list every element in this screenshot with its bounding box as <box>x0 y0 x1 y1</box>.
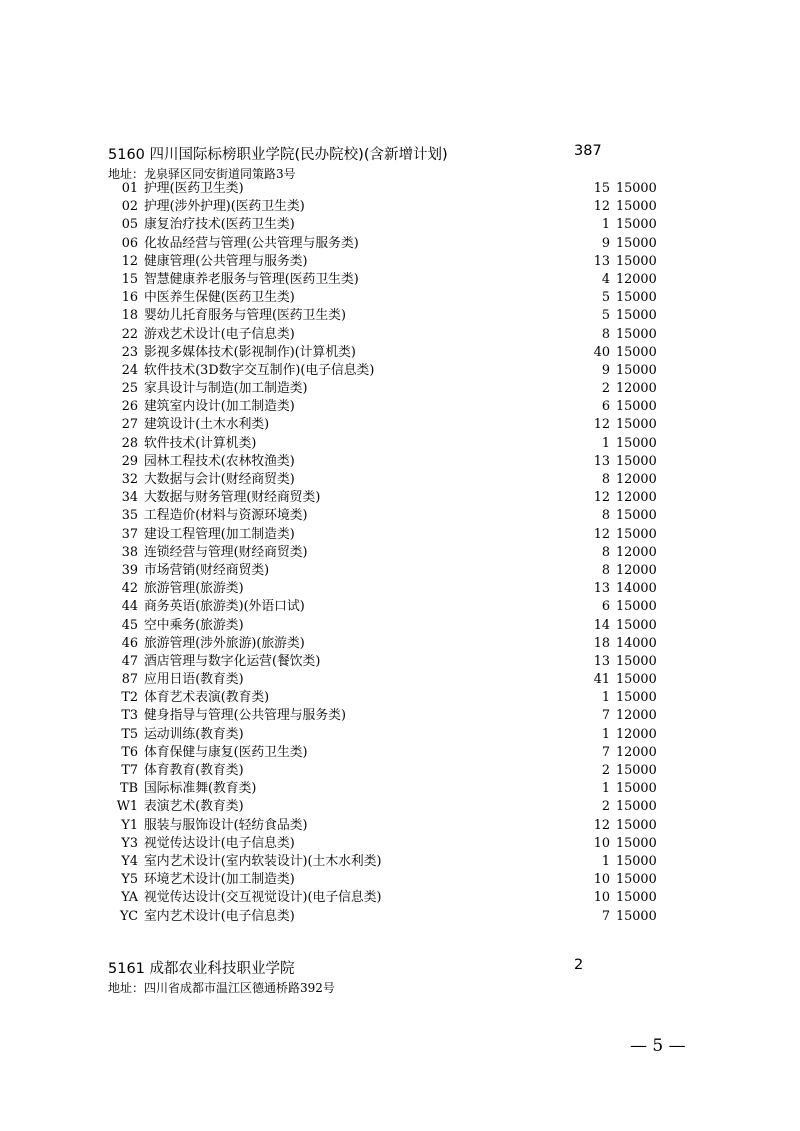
major-plan-count: 4 <box>601 271 610 287</box>
major-code: Y1 <box>121 817 138 833</box>
major-tuition: 12000 <box>616 381 657 397</box>
major-plan-count: 2 <box>601 381 610 397</box>
major-plan-count: 2 <box>601 799 610 815</box>
major-row <box>112 908 672 926</box>
major-plan-count: 5 <box>601 290 610 306</box>
school-address: 地址：四川省成都市温江区德通桥路392号 <box>108 981 335 995</box>
major-row <box>112 798 672 816</box>
major-row <box>112 271 672 289</box>
major-name: 智慧健康养老服务与管理(医药卫生类) <box>144 271 359 287</box>
major-name: 空中乘务(旅游类) <box>144 617 244 633</box>
major-code: TB <box>120 781 138 797</box>
major-name: 连锁经营与管理(财经商贸类) <box>144 544 308 560</box>
major-plan-count: 40 <box>593 344 610 360</box>
major-row <box>112 526 672 544</box>
major-code: 42 <box>121 581 138 597</box>
major-plan-count: 8 <box>601 562 610 578</box>
major-tuition: 15000 <box>616 908 657 924</box>
major-code: 12 <box>121 253 138 269</box>
major-tuition: 14000 <box>616 581 657 597</box>
major-name: 视觉传达设计(交互视觉设计)(电子信息类) <box>144 890 382 906</box>
major-code: W1 <box>116 799 138 815</box>
major-row <box>112 598 672 616</box>
major-row <box>112 671 672 689</box>
major-name: 运动训练(教育类) <box>144 726 244 742</box>
major-tuition: 12000 <box>616 472 657 487</box>
major-plan-count: 1 <box>601 690 610 706</box>
major-plan-count: 12 <box>593 526 610 542</box>
major-row <box>112 398 672 416</box>
major-plan-count: 18 <box>593 635 610 651</box>
major-name: 室内艺术设计(室内软装设计)(土木水利类) <box>144 853 382 869</box>
major-code: 29 <box>121 453 138 469</box>
major-name: 园林工程技术(农林牧渔类) <box>144 453 295 469</box>
major-row <box>112 580 672 598</box>
major-plan-count: 13 <box>593 653 610 669</box>
major-row <box>112 416 672 434</box>
major-name: 护理(涉外护理)(医药卫生类) <box>144 199 305 215</box>
school-header-5161 <box>108 957 628 979</box>
major-plan-count: 8 <box>601 544 610 560</box>
major-row <box>112 707 672 725</box>
major-code: 23 <box>121 344 138 360</box>
major-code: 15 <box>121 271 138 287</box>
school-total-plan: 2 <box>574 957 584 973</box>
major-name: 软件技术(3D数字交互制作)(电子信息类) <box>144 362 375 378</box>
major-plan-count: 13 <box>593 453 610 469</box>
major-code: 26 <box>121 399 138 415</box>
major-plan-count: 2 <box>601 763 610 778</box>
major-name: 中医养生保健(医药卫生类) <box>144 290 295 306</box>
major-tuition: 15000 <box>616 362 657 378</box>
major-tuition: 15000 <box>616 217 657 233</box>
major-plan-count: 5 <box>601 308 610 324</box>
major-code: T3 <box>121 708 138 724</box>
page-number: — 5 — <box>630 1036 686 1056</box>
major-code: 32 <box>121 472 138 487</box>
major-row <box>112 307 672 325</box>
major-code: 35 <box>121 508 138 524</box>
major-code: Y4 <box>121 853 138 869</box>
major-code: 46 <box>121 635 138 651</box>
major-tuition: 15000 <box>616 253 657 269</box>
major-code: 87 <box>121 672 138 688</box>
major-name: 室内艺术设计(电子信息类) <box>144 908 295 924</box>
major-name: 国际标准舞(教育类) <box>144 781 257 797</box>
major-tuition: 15000 <box>616 453 657 469</box>
major-name: 影视多媒体技术(影视制作)(计算机类) <box>144 344 356 360</box>
major-tuition: 15000 <box>616 872 657 888</box>
major-code: 34 <box>121 490 138 506</box>
major-row <box>112 180 672 198</box>
major-tuition: 14000 <box>616 635 657 651</box>
major-tuition: 12000 <box>616 562 657 578</box>
major-code: 24 <box>121 362 138 378</box>
major-tuition: 15000 <box>616 435 657 451</box>
major-plan-count: 12 <box>593 490 610 506</box>
major-tuition: 15000 <box>616 817 657 833</box>
major-code: 47 <box>121 653 138 669</box>
major-name: 酒店管理与数字化运营(餐饮类) <box>144 653 321 669</box>
major-row <box>112 544 672 562</box>
major-row <box>112 835 672 853</box>
major-name: 家具设计与制造(加工制造类) <box>144 381 308 397</box>
major-code: Y5 <box>121 872 138 888</box>
major-code: YA <box>121 890 138 906</box>
major-tuition: 15000 <box>616 690 657 706</box>
major-name: 应用日语(教育类) <box>144 672 244 688</box>
major-name: 建筑室内设计(加工制造类) <box>144 399 295 415</box>
major-tuition: 15000 <box>616 763 657 778</box>
major-plan-count: 7 <box>601 708 610 724</box>
major-name: 大数据与会计(财经商贸类) <box>144 472 295 487</box>
major-row <box>112 344 672 362</box>
major-code: YC <box>119 908 138 924</box>
major-plan-count: 13 <box>593 581 610 597</box>
major-row <box>112 562 672 580</box>
major-row <box>112 489 672 507</box>
major-name: 游戏艺术设计(电子信息类) <box>144 326 295 342</box>
major-row <box>112 762 672 780</box>
school-header-5160 <box>108 143 628 165</box>
major-code: 28 <box>121 435 138 451</box>
major-row <box>112 780 672 798</box>
major-plan-count: 7 <box>601 908 610 924</box>
major-row <box>112 362 672 380</box>
major-name: 建设工程管理(加工制造类) <box>144 526 295 542</box>
major-code: T2 <box>121 690 138 706</box>
school-address: 地址：龙泉驿区同安街道同策路3号 <box>108 167 296 181</box>
major-plan-count: 12 <box>593 817 610 833</box>
major-plan-count: 1 <box>601 217 610 233</box>
major-plan-count: 41 <box>593 672 610 688</box>
major-code: 01 <box>121 181 138 196</box>
major-plan-count: 14 <box>593 617 610 633</box>
major-plan-count: 12 <box>593 199 610 215</box>
major-row <box>112 507 672 525</box>
major-row <box>112 635 672 653</box>
major-name: 商务英语(旅游类)(外语口试) <box>144 599 305 615</box>
major-name: 健康管理(公共管理与服务类) <box>144 253 308 269</box>
major-code: 25 <box>121 381 138 397</box>
major-tuition: 12000 <box>616 544 657 560</box>
major-row <box>112 435 672 453</box>
major-plan-count: 1 <box>601 781 610 797</box>
major-code: T7 <box>121 763 138 778</box>
major-name: 视觉传达设计(电子信息类) <box>144 835 295 851</box>
major-tuition: 12000 <box>616 708 657 724</box>
major-row <box>112 889 672 907</box>
major-tuition: 15000 <box>616 799 657 815</box>
major-row <box>112 235 672 253</box>
major-name: 软件技术(计算机类) <box>144 435 257 451</box>
major-row <box>112 216 672 234</box>
major-tuition: 12000 <box>616 726 657 742</box>
major-tuition: 15000 <box>616 308 657 324</box>
major-tuition: 15000 <box>616 835 657 851</box>
major-plan-count: 1 <box>601 726 610 742</box>
school-title: 5161 成都农业科技职业学院 <box>108 961 295 977</box>
major-name: 护理(医药卫生类) <box>144 181 244 196</box>
major-name: 婴幼儿托育服务与管理(医药卫生类) <box>144 308 346 324</box>
major-plan-count: 13 <box>593 253 610 269</box>
major-name: 体育教育(教育类) <box>144 763 244 778</box>
major-row <box>112 817 672 835</box>
major-plan-count: 8 <box>601 326 610 342</box>
major-tuition: 15000 <box>616 617 657 633</box>
major-code: T6 <box>121 744 138 760</box>
major-code: 05 <box>121 217 138 233</box>
major-tuition: 15000 <box>616 344 657 360</box>
major-plan-count: 10 <box>593 872 610 888</box>
major-name: 工程造价(材料与资源环境类) <box>144 508 308 524</box>
major-tuition: 12000 <box>616 744 657 760</box>
major-code: 38 <box>121 544 138 560</box>
major-plan-count: 6 <box>601 399 610 415</box>
major-code: 16 <box>121 290 138 306</box>
major-plan-count: 8 <box>601 508 610 524</box>
major-name: 市场营销(财经商贸类) <box>144 562 270 578</box>
major-tuition: 15000 <box>616 781 657 797</box>
major-tuition: 15000 <box>616 181 657 196</box>
major-row <box>112 871 672 889</box>
major-plan-count: 9 <box>601 235 610 251</box>
major-name: 环境艺术设计(加工制造类) <box>144 872 295 888</box>
school-title: 5160 四川国际标榜职业学院(民办院校)(含新增计划) <box>108 147 448 163</box>
major-tuition: 15000 <box>616 417 657 433</box>
major-name: 建筑设计(土木水利类) <box>144 417 270 433</box>
major-list <box>112 180 672 926</box>
school-total-plan: 387 <box>574 143 602 159</box>
major-code: 37 <box>121 526 138 542</box>
major-code: 18 <box>121 308 138 324</box>
major-plan-count: 1 <box>601 853 610 869</box>
major-row <box>112 198 672 216</box>
major-row <box>112 726 672 744</box>
major-code: T5 <box>121 726 138 742</box>
major-code: 27 <box>121 417 138 433</box>
major-code: 44 <box>121 599 138 615</box>
major-plan-count: 12 <box>593 417 610 433</box>
major-tuition: 15000 <box>616 890 657 906</box>
major-name: 表演艺术(教育类) <box>144 799 244 815</box>
major-tuition: 15000 <box>616 508 657 524</box>
major-plan-count: 1 <box>601 435 610 451</box>
major-row <box>112 289 672 307</box>
major-tuition: 15000 <box>616 653 657 669</box>
major-tuition: 15000 <box>616 853 657 869</box>
major-name: 服装与服饰设计(轻纺食品类) <box>144 817 308 833</box>
major-name: 大数据与财务管理(财经商贸类) <box>144 490 321 506</box>
major-tuition: 15000 <box>616 290 657 306</box>
major-plan-count: 15 <box>593 181 610 196</box>
major-tuition: 15000 <box>616 199 657 215</box>
major-row <box>112 453 672 471</box>
major-row <box>112 380 672 398</box>
major-row <box>112 617 672 635</box>
major-code: 45 <box>121 617 138 633</box>
major-code: 39 <box>121 562 138 578</box>
major-tuition: 15000 <box>616 599 657 615</box>
major-plan-count: 8 <box>601 472 610 487</box>
major-plan-count: 10 <box>593 890 610 906</box>
major-row <box>112 253 672 271</box>
major-plan-count: 9 <box>601 362 610 378</box>
major-name: 旅游管理(涉外旅游)(旅游类) <box>144 635 305 651</box>
major-code: 06 <box>121 235 138 251</box>
major-plan-count: 7 <box>601 744 610 760</box>
major-row <box>112 689 672 707</box>
major-name: 康复治疗技术(医药卫生类) <box>144 217 295 233</box>
major-row <box>112 471 672 489</box>
major-code: 22 <box>121 326 138 342</box>
major-row <box>112 326 672 344</box>
major-code: Y3 <box>121 835 138 851</box>
major-name: 健身指导与管理(公共管理与服务类) <box>144 708 346 724</box>
major-row <box>112 744 672 762</box>
major-tuition: 12000 <box>616 271 657 287</box>
major-tuition: 12000 <box>616 490 657 506</box>
major-plan-count: 6 <box>601 599 610 615</box>
major-tuition: 15000 <box>616 235 657 251</box>
major-code: 02 <box>121 199 138 215</box>
major-row <box>112 653 672 671</box>
major-plan-count: 10 <box>593 835 610 851</box>
major-name: 化妆品经营与管理(公共管理与服务类) <box>144 235 359 251</box>
major-tuition: 15000 <box>616 672 657 688</box>
major-name: 体育艺术表演(教育类) <box>144 690 270 706</box>
major-tuition: 15000 <box>616 399 657 415</box>
major-name: 体育保健与康复(医药卫生类) <box>144 744 308 760</box>
major-tuition: 15000 <box>616 526 657 542</box>
major-row <box>112 853 672 871</box>
major-name: 旅游管理(旅游类) <box>144 581 244 597</box>
major-tuition: 15000 <box>616 326 657 342</box>
